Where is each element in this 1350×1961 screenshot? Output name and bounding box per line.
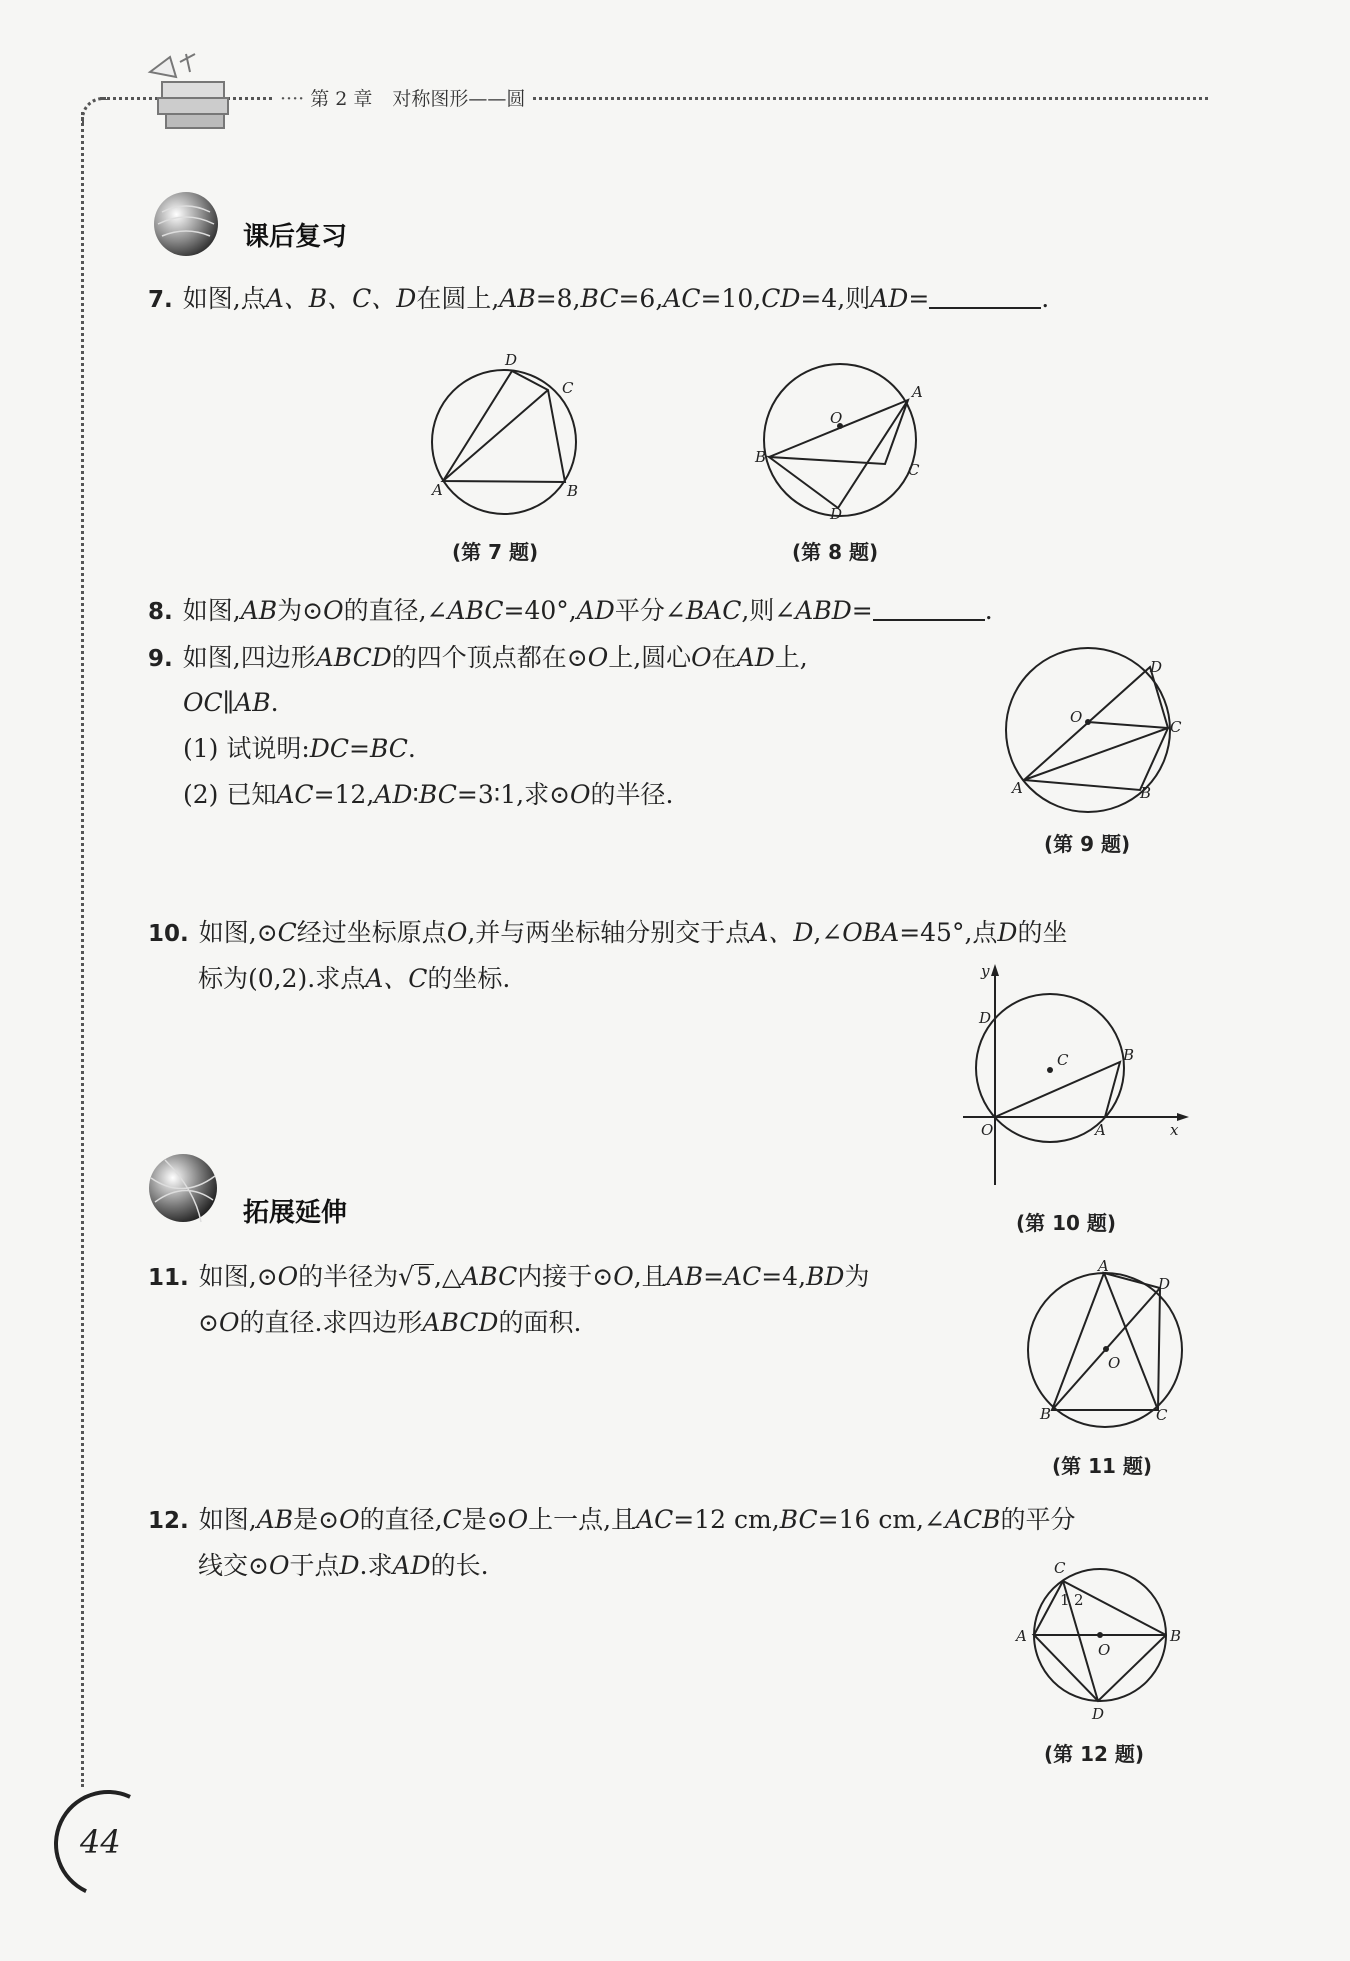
svg-text:C: C bbox=[1054, 1559, 1066, 1577]
question-11: 11. 如图,⊙O的半径为√5,△ABC内接于⊙O,且AB=AC=4,BD为 bbox=[148, 1262, 870, 1291]
caption-figure-11: (第 11 题) bbox=[1052, 1454, 1153, 1478]
question-12: 12. 如图,AB是⊙O的直径,C是⊙O上一点,且AC=12 cm,BC=16 cm,∠ACB的平分 bbox=[148, 1505, 1076, 1534]
answer-blank-8[interactable] bbox=[873, 595, 985, 621]
caption-figure-12: (第 12 题) bbox=[1044, 1742, 1145, 1766]
figure-10 bbox=[955, 960, 1195, 1190]
svg-text:D: D bbox=[1158, 1275, 1171, 1293]
question-11-line-2: ⊙O的直径.求四边形ABCD的面积. bbox=[198, 1308, 582, 1337]
question-9: 9. 如图,四边形ABCD的四个顶点都在⊙O上,圆心O在AD上, bbox=[148, 643, 808, 672]
globe-icon bbox=[150, 188, 225, 263]
section-title-extension: 拓展延伸 bbox=[243, 1198, 348, 1228]
svg-text:B: B bbox=[755, 448, 767, 466]
caption-figure-7: (第 7 题) bbox=[452, 540, 539, 564]
question-9-line-2: OC∥AB. bbox=[183, 688, 279, 717]
svg-text:O: O bbox=[981, 1121, 994, 1139]
svg-text:C: C bbox=[1156, 1406, 1168, 1424]
svg-text:O: O bbox=[830, 409, 843, 427]
caption-figure-10: (第 10 题) bbox=[1016, 1211, 1117, 1235]
svg-text:A: A bbox=[1012, 779, 1023, 797]
caption-figure-8: (第 8 题) bbox=[792, 540, 879, 564]
page-number: 44 bbox=[80, 1823, 121, 1861]
svg-text:D: D bbox=[505, 351, 518, 369]
svg-text:O: O bbox=[1108, 1354, 1121, 1372]
svg-text:A: A bbox=[1095, 1121, 1106, 1139]
svg-text:D: D bbox=[830, 505, 843, 523]
question-7: 7. 如图,点A、B、C、D在圆上,AB=8,BC=6,AC=10,CD=4,则AD= . bbox=[148, 284, 1050, 313]
answer-blank-7[interactable] bbox=[929, 283, 1041, 309]
svg-text:y: y bbox=[981, 962, 990, 980]
figure-8 bbox=[750, 350, 940, 530]
left-dotted-rule bbox=[81, 112, 84, 1787]
svg-text:x: x bbox=[1170, 1121, 1179, 1139]
header-title: ···· 第 2 章 对称图形——圆 bbox=[274, 84, 531, 111]
svg-text:C: C bbox=[908, 461, 920, 479]
svg-text:D: D bbox=[1150, 658, 1163, 676]
svg-text:C: C bbox=[1057, 1051, 1069, 1069]
question-8: 8. 如图,AB为⊙O的直径,∠ABC=40°,AD平分∠BAC,则∠ABD= . bbox=[148, 596, 993, 625]
figure-7 bbox=[420, 350, 600, 530]
header-frame-corner bbox=[81, 97, 108, 124]
question-9-part-1: (1) 试说明:DC=BC. bbox=[183, 734, 416, 763]
svg-text:A: A bbox=[912, 383, 923, 401]
svg-text:A: A bbox=[1016, 1627, 1027, 1645]
svg-text:B: B bbox=[1140, 784, 1152, 802]
globe-icon bbox=[145, 1150, 225, 1230]
svg-text:A: A bbox=[432, 481, 443, 499]
question-10: 10. 如图,⊙C经过坐标原点O,并与两坐标轴分别交于点A、D,∠OBA=45°,点D的坐 bbox=[148, 918, 1068, 947]
svg-text:B: B bbox=[1123, 1046, 1135, 1064]
svg-text:C: C bbox=[562, 379, 574, 397]
question-9-part-2: (2) 已知AC=12,AD∶BC=3∶1,求⊙O的半径. bbox=[183, 780, 674, 809]
figure-11 bbox=[1020, 1255, 1210, 1435]
header-dotted-rule bbox=[100, 97, 1208, 100]
caption-figure-9: (第 9 题) bbox=[1044, 832, 1131, 856]
svg-text:A: A bbox=[1098, 1257, 1109, 1275]
svg-text:O: O bbox=[1070, 708, 1083, 726]
svg-text:D: D bbox=[1092, 1705, 1105, 1723]
question-12-line-2: 线交⊙O于点D.求AD的长. bbox=[198, 1551, 489, 1580]
svg-text:B: B bbox=[567, 482, 579, 500]
svg-text:C: C bbox=[1170, 718, 1182, 736]
figure-12 bbox=[1010, 1555, 1210, 1735]
books-icon bbox=[140, 52, 250, 134]
section-title-review: 课后复习 bbox=[243, 222, 348, 252]
svg-text:O: O bbox=[1098, 1641, 1111, 1659]
figure-9 bbox=[1000, 640, 1200, 820]
svg-text:D: D bbox=[979, 1009, 992, 1027]
svg-text:B: B bbox=[1040, 1405, 1052, 1423]
question-10-line-2: 标为(0,2).求点A、C的坐标. bbox=[198, 964, 511, 993]
svg-text:B: B bbox=[1170, 1627, 1182, 1645]
svg-text:2: 2 bbox=[1074, 1591, 1084, 1609]
svg-text:1: 1 bbox=[1060, 1591, 1070, 1609]
